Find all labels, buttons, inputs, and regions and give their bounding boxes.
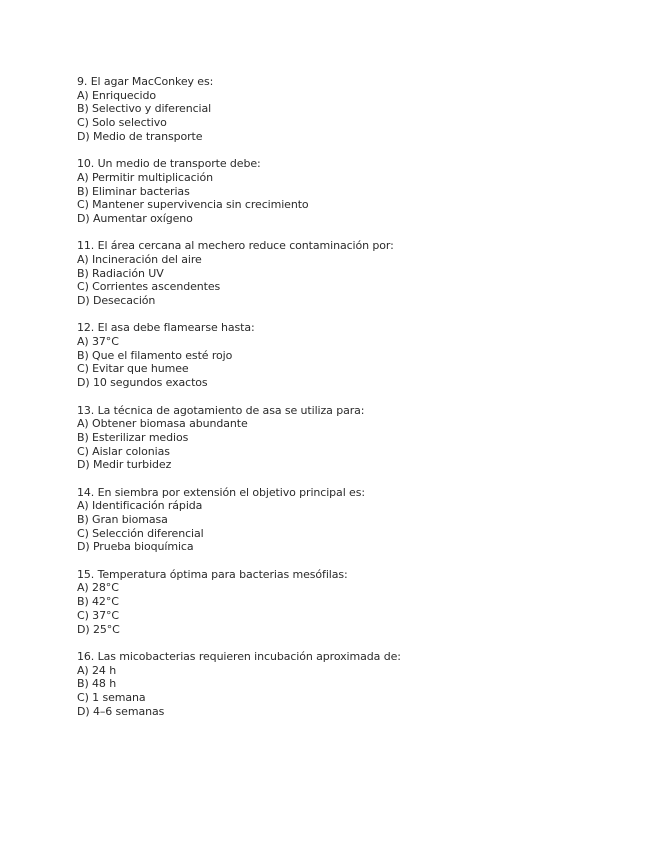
- option-b: B) 42°C: [77, 595, 119, 609]
- question-12: [77, 321, 617, 389]
- question-13: [77, 404, 617, 472]
- option-c: C) Solo selectivo: [77, 116, 167, 130]
- question-9: [77, 75, 617, 143]
- option-a: A) Enriquecido: [77, 88, 156, 102]
- question-15: [77, 568, 617, 636]
- option-c: C) 37°C: [77, 608, 119, 622]
- option-b: B) Gran biomasa: [77, 513, 168, 526]
- document-page: [77, 75, 617, 732]
- option-c: C) Evitar que humee: [77, 362, 189, 376]
- option-d: D) Aumentar oxígeno: [77, 211, 193, 225]
- option-a: A) Permitir multiplicación: [77, 170, 214, 184]
- option-b: B) Selectivo y diferencial: [77, 102, 212, 116]
- option-d: D) Prueba bioquímica: [77, 540, 194, 554]
- question-14: [77, 486, 617, 554]
- option-a: A) 24 h: [77, 663, 117, 677]
- option-c: C) Mantener supervivencia sin crecimiento: [77, 198, 309, 212]
- option-a: A) Obtener biomasa abundante: [77, 417, 248, 431]
- question-11: [77, 239, 617, 307]
- question-16: [77, 650, 617, 718]
- option-d: D) 10 segundos exactos: [77, 376, 208, 390]
- option-a: A) 37°C: [77, 335, 119, 349]
- question-prompt: 10. Un medio de transporte debe:: [77, 157, 261, 171]
- option-b: B) Radiación UV: [77, 266, 164, 280]
- question-prompt: 13. La técnica de agotamiento de asa se utiliza para:: [77, 403, 365, 417]
- option-d: D) Desecación: [77, 294, 156, 307]
- option-a: A) Identificación rápida: [77, 499, 203, 513]
- option-b: B) 48 h: [77, 677, 117, 691]
- question-prompt: 16. Las micobacterias requieren incubación aproximada de:: [77, 649, 401, 663]
- option-c: C) Selección diferencial: [77, 526, 204, 540]
- option-b: B) Eliminar bacterias: [77, 184, 190, 198]
- option-c: C) Corrientes ascendentes: [77, 280, 221, 294]
- option-a: A) Incineración del aire: [77, 252, 202, 266]
- option-d: D) 4–6 semanas: [77, 704, 165, 718]
- question-prompt: 11. El área cercana al mechero reduce contaminación por:: [77, 239, 394, 253]
- option-d: D) Medir turbidez: [77, 458, 172, 472]
- question-prompt: 12. El asa debe flamearse hasta:: [77, 321, 255, 335]
- option-c: C) 1 semana: [77, 690, 146, 704]
- option-b: B) Esterilizar medios: [77, 430, 189, 444]
- question-10: [77, 157, 617, 225]
- question-prompt: 15. Temperatura óptima para bacterias mesófilas:: [77, 567, 348, 581]
- option-d: D) Medio de transporte: [77, 129, 203, 143]
- option-d: D) 25°C: [77, 622, 120, 636]
- option-b: B) Que el filamento esté rojo: [77, 348, 233, 362]
- question-prompt: 14. En siembra por extensión el objetivo principal es:: [77, 485, 365, 499]
- option-a: A) 28°C: [77, 581, 119, 595]
- question-prompt: 9. El agar MacConkey es:: [77, 75, 214, 88]
- option-c: C) Aislar colonias: [77, 444, 170, 458]
